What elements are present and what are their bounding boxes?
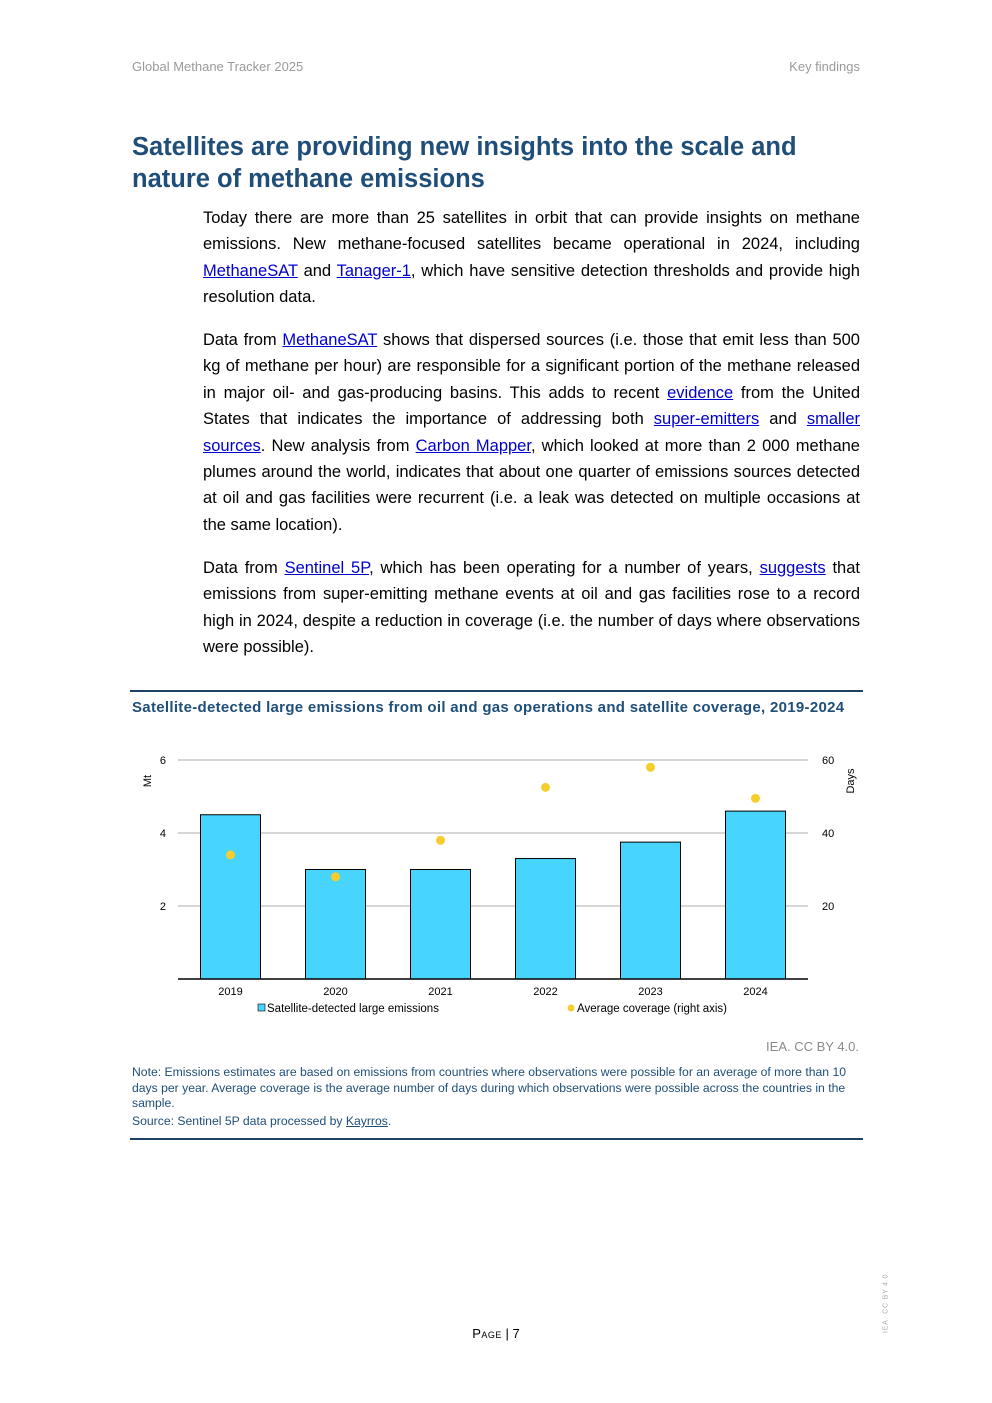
bar-2022 [516,859,576,979]
figure-source [132,1114,391,1128]
bar-2020 [306,870,366,980]
paragraph-3 [203,555,860,661]
coverage-point-2021 [436,836,445,845]
bar-2021 [411,870,471,980]
bar-2024 [726,811,786,979]
figure-credit: IEA. CC BY 4.0. [766,1039,859,1054]
legend-swatch-coverage [568,1005,575,1012]
text-run: Today there are more than 25 satellites in orbit that can provide insights on methane emissions. New methane-focused satellites became operational in 2024, including [203,209,860,254]
text-run: , which have sensitive detection thresholds and provide high resolution data. [203,261,860,307]
kayrros-link[interactable]: Kayrros [345,1114,388,1128]
figure-note: Note: Emissions estimates are based on emissions from countries where observations were possible for an average of more than 10 days per year. Average coverage is the average number of days during which observations were possible across the countries in the sample. [132,1065,846,1110]
figure-bottom-rule [130,1138,863,1140]
source-suffix: . [387,1114,392,1128]
y2-tick-label: 40 [822,828,835,840]
y2-axis-title: Days [845,768,857,794]
x-tick-label: 2022 [533,986,558,998]
paragraph-2 [203,327,860,538]
x-tick-label: 2020 [323,986,348,998]
coverage-point-2022 [541,783,550,792]
text-run: , which has been operating for a number of years, [369,559,760,577]
sentinel-5p-link[interactable]: Sentinel 5P [284,559,370,577]
x-tick-label: 2019 [218,986,243,998]
emissions-coverage-chart [130,745,862,1030]
x-tick-label: 2024 [743,986,768,998]
text-run: shows that dispersed sources (i.e. those that emit less than 500 kg of methane per hour) are responsible for a significant portion of the methane released in major oil- and gas-producing basins. This adds to recent [203,331,860,402]
evidence-link[interactable]: evidence [667,383,734,402]
tanager-1-link[interactable]: Tanager-1 [336,261,411,280]
y-tick-label: 6 [159,755,166,767]
x-tick-label: 2023 [638,986,663,998]
y-tick-label: 2 [159,901,166,913]
figure-top-rule [130,690,863,692]
text-run: Data from [203,559,285,577]
section-heading: Satellites are providing new insights into the scale and nature of methane emissions [132,133,797,193]
report-title: Global Methane Tracker 2025 [132,59,304,74]
super-emitters-link[interactable]: super-emitters [653,410,760,429]
text-run: that emissions from super-emitting methane events at oil and gas facilities rose to a record high in 2024, despite a reduction in coverage (i.e. the number of days where observations were possible). [203,559,860,657]
y-tick-label: 4 [159,828,166,840]
methanesat-link[interactable]: MethaneSAT [203,261,298,280]
figure-title: Satellite-detected large emissions from oil and gas operations and satellite coverage, 2019-2024 [132,699,845,716]
text-run: and [297,261,337,280]
y2-tick-label: 60 [822,755,835,767]
legend-label-emissions: Satellite-detected large emissions [267,1003,439,1015]
bar-2023 [621,842,681,979]
methanesat-link-2[interactable]: MethaneSAT [282,331,378,349]
bar-2019 [201,815,261,979]
y-axis-title: Mt [142,774,154,788]
running-header [132,59,860,74]
page-label: Page [472,1326,502,1341]
legend-swatch-emissions [258,1004,265,1011]
source-text: Source: Sentinel 5P data processed by [132,1114,346,1128]
text-run: from the United States that indicates the importance of addressing both [203,383,861,429]
suggests-link[interactable]: suggests [759,559,826,577]
page-number-value: 7 [512,1326,520,1341]
text-run: and [759,410,807,429]
smaller-sources-link[interactable]: smaller sources [203,410,861,455]
text-run: . New analysis from [260,436,416,455]
coverage-point-2019 [226,850,235,859]
coverage-point-2024 [751,794,760,803]
legend-label-coverage: Average coverage (right axis) [577,1003,727,1015]
paragraph-1 [203,205,860,311]
y2-tick-label: 20 [822,901,835,913]
x-tick-label: 2021 [428,986,453,998]
coverage-point-2020 [331,872,340,881]
carbon-mapper-link[interactable]: Carbon Mapper [415,436,531,455]
license-stamp: IEA. CC BY 4.0. [882,1270,890,1334]
text-run: , which looked at more than 2 000 methane plumes around the world, indicates that about one quarter of emissions sources detected at oil and gas facilities were recurrent (i.e. a leak was detected on multiple occasions at the same location). [203,436,860,534]
page-number: Page | 7 [472,1326,520,1341]
section-name: Key findings [789,59,860,74]
coverage-point-2023 [646,763,655,772]
text-run: Data from [203,331,283,349]
